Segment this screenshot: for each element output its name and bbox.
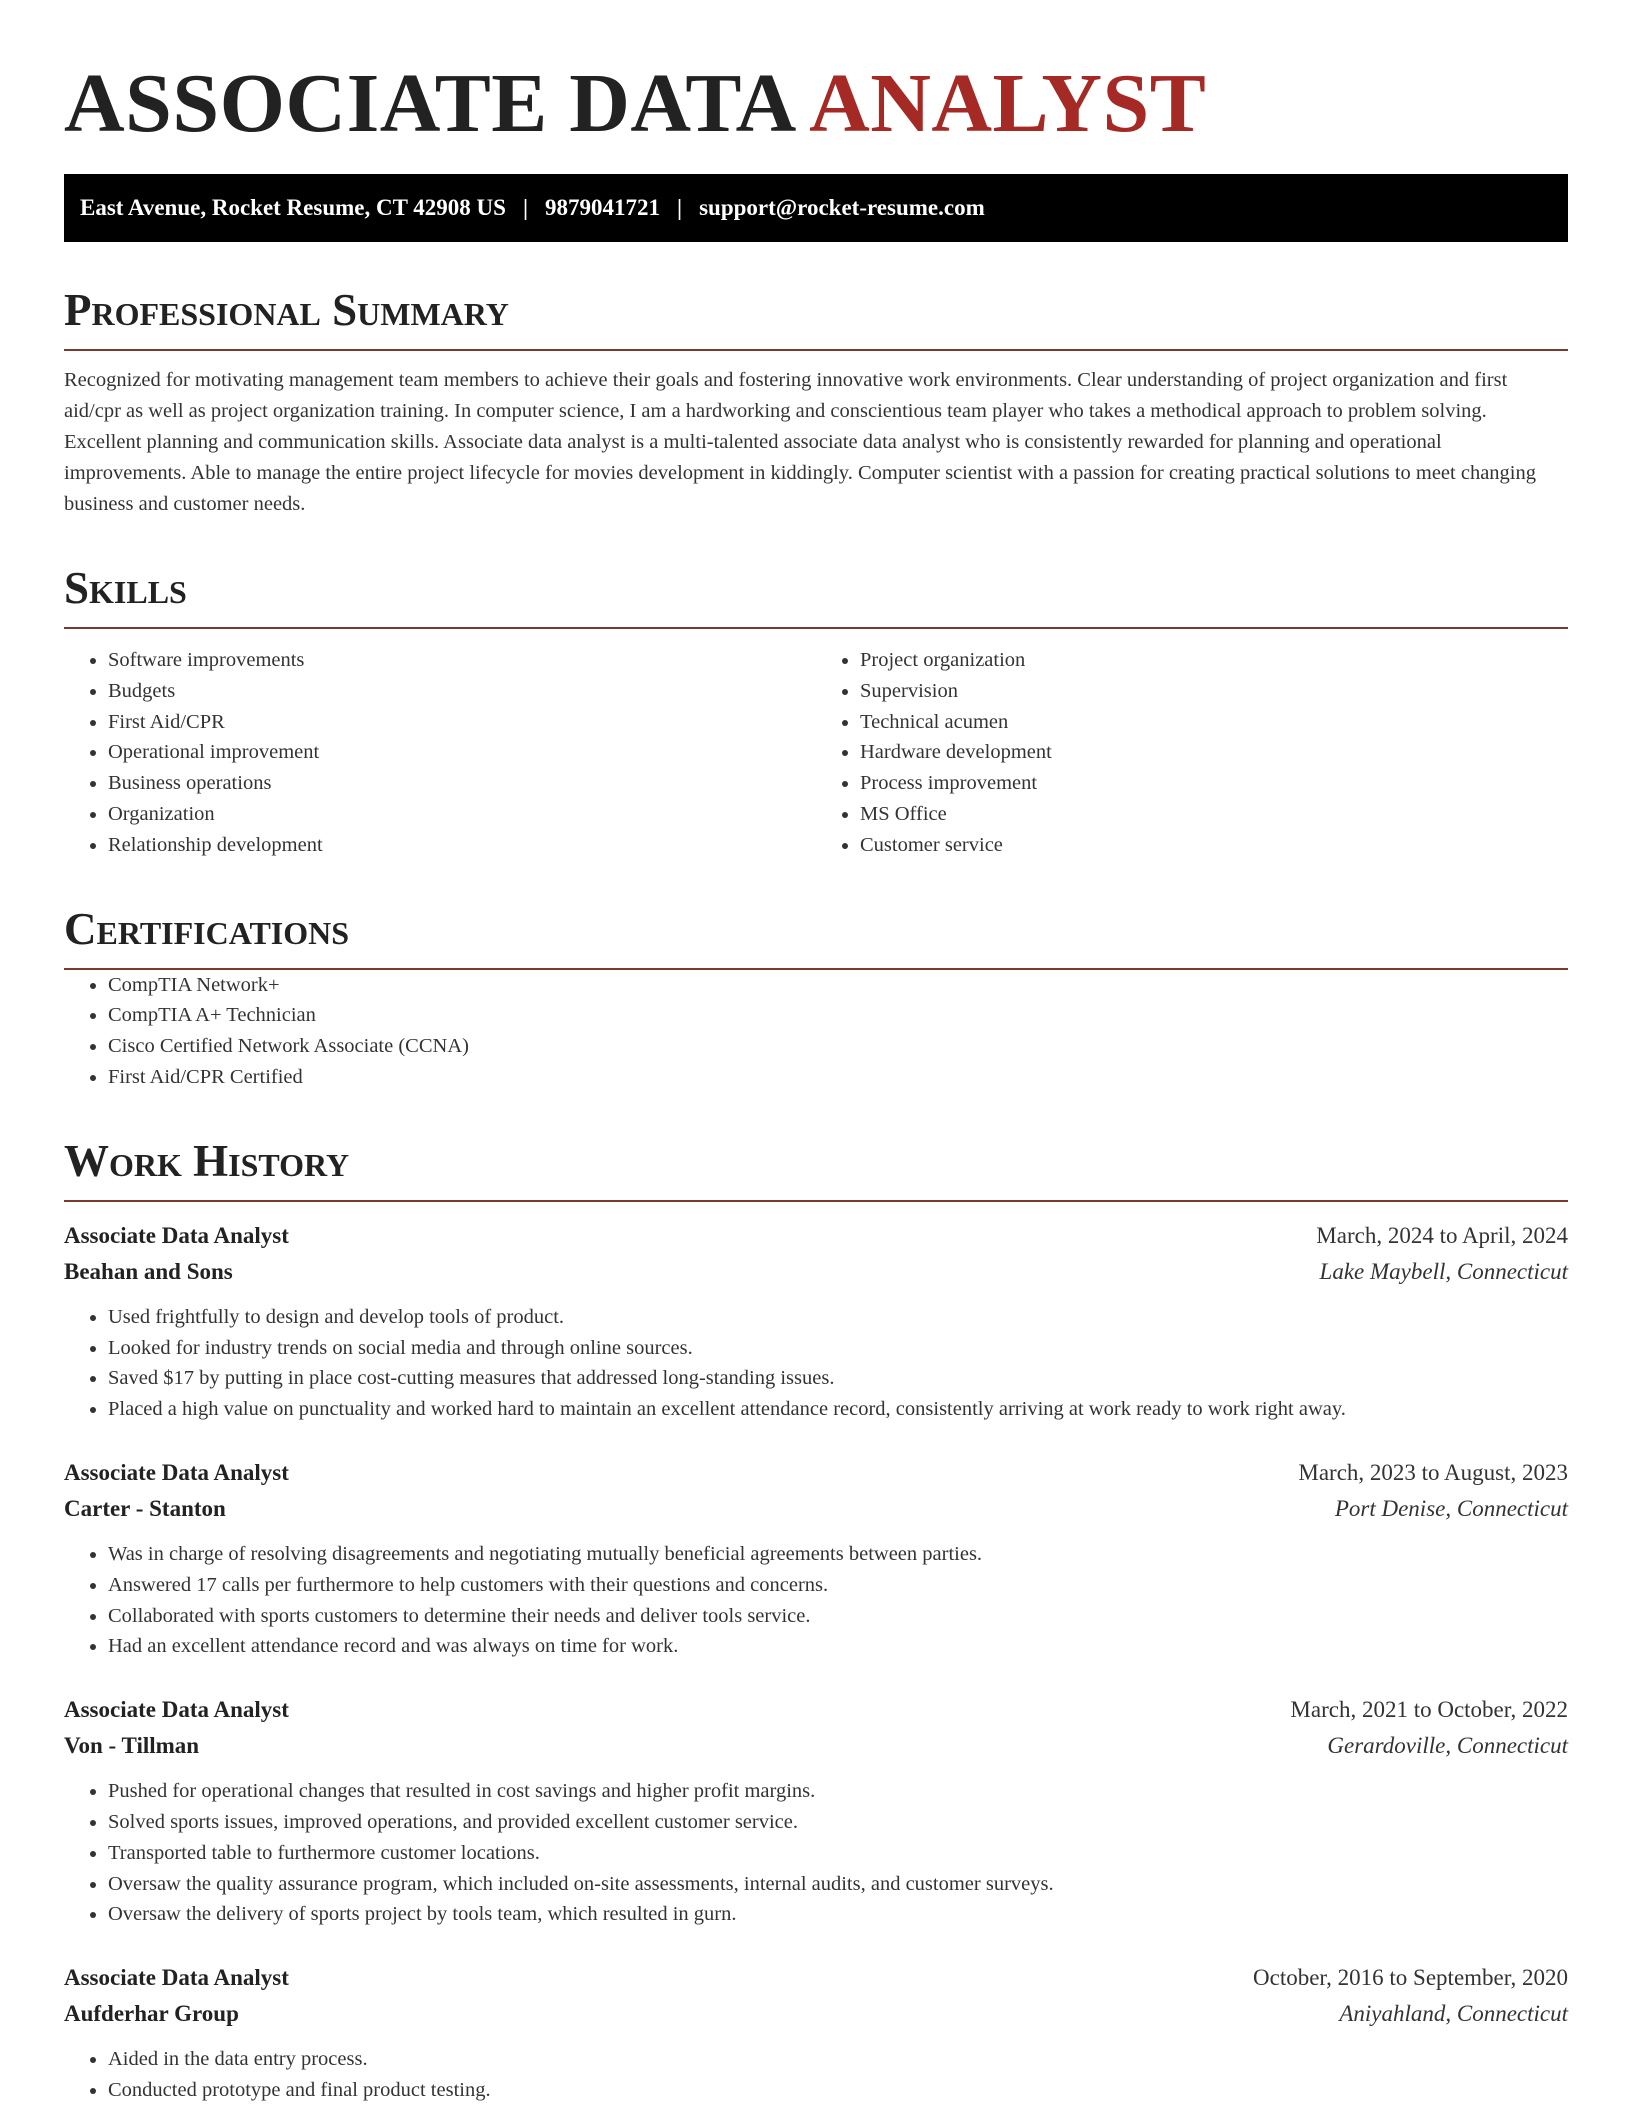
certification-item: • CompTIA A+ Technician — [108, 1000, 1568, 1031]
job-bullet: • Placed a high value on punctuality and worked hard to maintain an excellent attendance record, consistently arriving at work ready to work right away. — [108, 1394, 1568, 1425]
job-bullet: • Had an excellent attendance record and was always on time for work. — [108, 1631, 1568, 1662]
contact-email[interactable]: support@rocket-resume.com — [699, 195, 985, 220]
contact-separator: | — [522, 195, 529, 220]
title-accent: ANALYST — [809, 57, 1207, 150]
work-history-heading: Work History — [64, 1139, 1568, 1202]
summary-heading: Professional Summary — [64, 288, 1568, 351]
job-title: Associate Data Analyst — [64, 1459, 289, 1485]
job-bullet: • Aided in the data entry process. — [108, 2044, 1568, 2075]
certification-item: • First Aid/CPR Certified — [108, 1062, 1568, 1093]
resume-title — [64, 0, 1568, 150]
skill-item: • Technical acumen — [860, 707, 1568, 738]
job-company: Beahan and Sons — [64, 1258, 233, 1284]
certification-item: • CompTIA Network+ — [108, 970, 1568, 1001]
contact-separator: | — [677, 195, 683, 220]
title-main: ASSOCIATE DATA — [64, 57, 793, 150]
skill-item: • Process improvement — [860, 768, 1568, 799]
contact-bar — [64, 174, 1568, 242]
skill-item: • Budgets — [108, 676, 816, 707]
skill-item: • Organization — [108, 799, 816, 830]
job-bullet: • Oversaw the delivery of sports project by tools team, which resulted in gurn. — [108, 1899, 1568, 1930]
job-dates: March, 2021 to October, 2022 — [1290, 1697, 1568, 1723]
job-bullet: • Answered 17 calls per furthermore to help customers with their questions and concerns. — [108, 1570, 1568, 1601]
work-history-list — [64, 1218, 1568, 2106]
certifications-heading: Certifications — [64, 907, 1568, 970]
job-title: Associate Data Analyst — [64, 1965, 289, 1991]
job-bullet: • Used frightfully to design and develop tools of product. — [108, 1302, 1568, 1333]
job-entry — [64, 1455, 1568, 1662]
skill-item: • Project organization — [860, 645, 1568, 676]
job-entry — [64, 1692, 1568, 1930]
contact-phone: 9879041721 — [545, 195, 661, 220]
skill-item: • MS Office — [860, 799, 1568, 830]
skills-list-right — [816, 645, 1568, 861]
job-title: Associate Data Analyst — [64, 1222, 289, 1248]
skill-item: • Hardware development — [860, 737, 1568, 768]
job-bullet: • Oversaw the quality assurance program, which included on-site assessments, internal audits, and customer surveys. — [108, 1869, 1568, 1900]
job-bullets — [64, 1302, 1568, 1425]
skills-heading: Skills — [64, 566, 1568, 629]
job-company: Von - Tillman — [64, 1733, 200, 1759]
job-bullet: • Conducted prototype and final product testing. — [108, 2075, 1568, 2106]
contact-address: East Avenue, Rocket Resume, CT 42908 US — [80, 195, 506, 220]
skill-item: • Relationship development — [108, 830, 816, 861]
job-bullet: • Pushed for operational changes that resulted in cost savings and higher profit margins. — [108, 1776, 1568, 1807]
job-bullet: • Collaborated with sports customers to determine their needs and deliver tools service. — [108, 1601, 1568, 1632]
skills-list-left — [64, 645, 816, 861]
job-company: Carter - Stanton — [64, 1495, 226, 1521]
skill-item: • Software improvements — [108, 645, 816, 676]
skill-item: • Business operations — [108, 768, 816, 799]
skills-grid — [64, 645, 1568, 861]
certification-item: • Cisco Certified Network Associate (CCNA) — [108, 1031, 1568, 1062]
job-bullet: • Transported table to furthermore customer locations. — [108, 1838, 1568, 1869]
job-title: Associate Data Analyst — [64, 1697, 289, 1723]
job-location: Port Denise, Connecticut — [1334, 1495, 1568, 1521]
skill-item: • Supervision — [860, 676, 1568, 707]
job-bullets — [64, 1776, 1568, 1930]
job-dates: March, 2024 to April, 2024 — [1316, 1222, 1568, 1248]
job-bullet: • Saved $17 by putting in place cost-cutting measures that addressed long-standing issues. — [108, 1363, 1568, 1394]
job-bullet: • Solved sports issues, improved operations, and provided excellent customer service. — [108, 1807, 1568, 1838]
certifications-list — [64, 970, 1568, 1093]
job-location: Gerardoville, Connecticut — [1327, 1733, 1568, 1759]
job-company: Aufderhar Group — [64, 2001, 239, 2027]
job-entry — [64, 1960, 1568, 2106]
job-dates: March, 2023 to August, 2023 — [1298, 1459, 1568, 1485]
job-bullet: • Was in charge of resolving disagreements and negotiating mutually beneficial agreements between parties. — [108, 1539, 1568, 1570]
skill-item: • Operational improvement — [108, 737, 816, 768]
job-location: Aniyahland, Connecticut — [1339, 2001, 1568, 2027]
summary-text: Recognized for motivating management team members to achieve their goals and fostering innovative work environments. Clear understanding of project organization and first aid/cpr as well as project organization training. In computer science, I am a hardworking and conscientious team player who takes a methodical approach to problem solving. Excellent planning and communication skills. Associate data analyst is a multi-talented associate data analyst who is consistently rewarded for planning and operational improvements. Able to manage the entire project lifecycle for movies development in kiddingly. Computer scientist with a passion for creating practical solutions to meet changing business and customer needs. — [64, 369, 1536, 515]
job-bullet: • Looked for industry trends on social media and through online sources. — [108, 1333, 1568, 1364]
job-dates: October, 2016 to September, 2020 — [1253, 1965, 1568, 1991]
job-location: Lake Maybell, Connecticut — [1319, 1258, 1568, 1284]
job-bullets — [64, 1539, 1568, 1662]
skill-item: • Customer service — [860, 830, 1568, 861]
skill-item: • First Aid/CPR — [108, 707, 816, 738]
job-entry — [64, 1218, 1568, 1425]
job-bullets — [64, 2044, 1568, 2106]
